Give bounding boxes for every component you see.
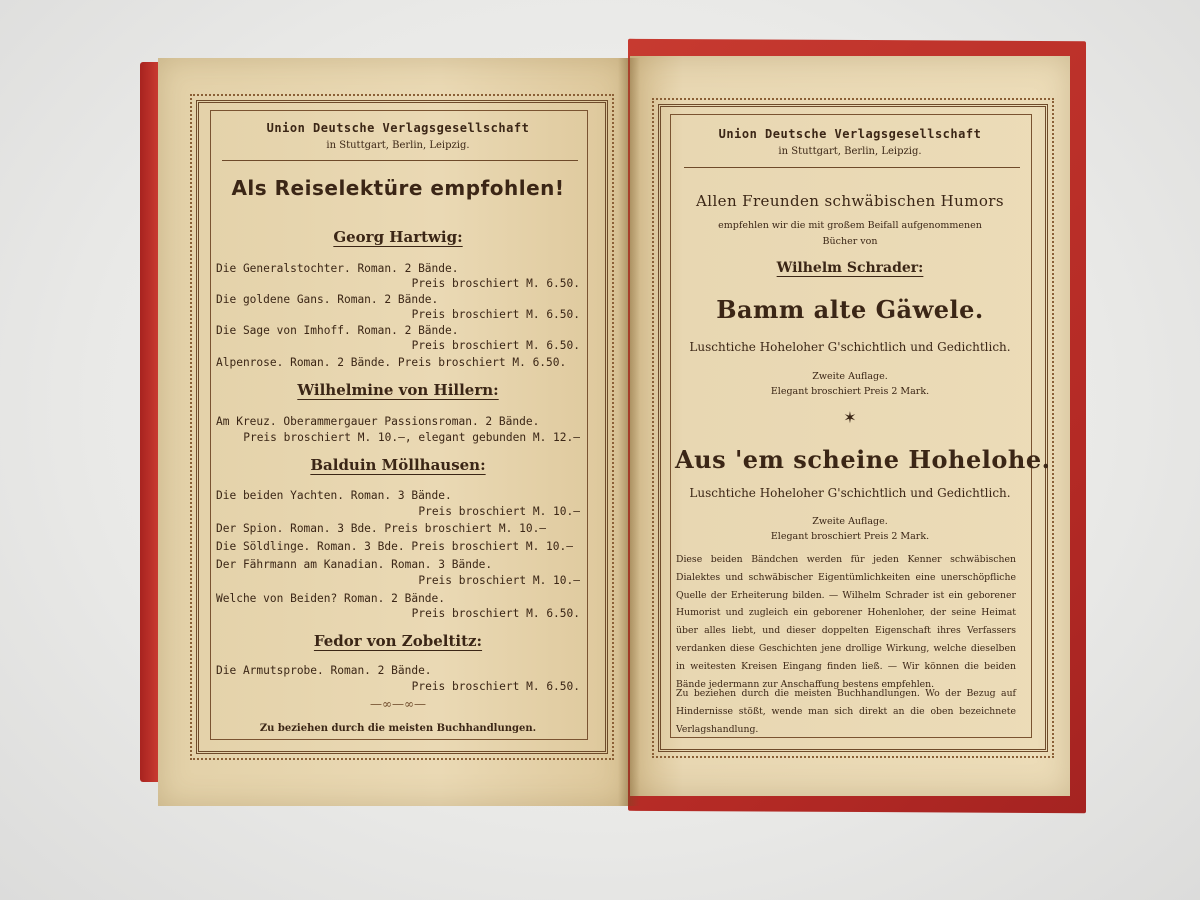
right-heading: Allen Freunden schwäbischen Humors <box>696 192 1004 210</box>
book2-edition: Zweite Auflage. <box>812 516 888 527</box>
left-headline: Als Reiselektüre empfohlen! <box>231 176 565 200</box>
book-price: Preis broschiert M. 6.50. <box>411 680 580 693</box>
book2-price: Elegant broschiert Preis 2 Mark. <box>770 531 930 542</box>
right-header-rule <box>684 167 1020 168</box>
book-price: Preis broschiert M. 6.50. <box>411 607 580 620</box>
book-entry: Die beiden Yachten. Roman. 3 Bände. <box>216 489 452 502</box>
book-price: Preis broschiert M. 10.—, elegant gebunden M. 12.— <box>243 431 580 444</box>
author-heading: Balduin Möllhausen: <box>310 456 486 474</box>
right-intro-1: empfehlen wir die mit großem Beifall aufgenommenen <box>718 220 982 231</box>
book-entry: Der Fährmann am Kanadian. Roman. 3 Bände. <box>216 558 493 571</box>
book-gutter <box>618 58 640 806</box>
book1-price: Elegant broschiert Preis 2 Mark. <box>770 386 930 397</box>
book-entry: Der Spion. Roman. 3 Bde. Preis broschiert M. 10.— <box>216 522 547 535</box>
book-entry: Die Armutsprobe. Roman. 2 Bände. <box>216 664 432 677</box>
right-author: Wilhelm Schrader: <box>776 260 924 276</box>
book2-subtitle: Luschtiche Hoheloher G'schichtlich und Gedichtlich. <box>689 486 1011 500</box>
left-publisher-cities: in Stuttgart, Berlin, Leipzig. <box>326 140 470 151</box>
closing-paragraph: Zu beziehen durch die meisten Buchhandlungen. Wo der Bezug auf Hindernisse stößt, wende man sich direkt an die oben bezeichnete Verlagshandlung. <box>676 688 1016 735</box>
ornament-divider: —∞—∞— <box>370 697 426 711</box>
book2-title: Aus 'em scheine Hohelohe. <box>675 445 1051 474</box>
star-ornament: ✶ <box>843 408 857 427</box>
book-entry: Die Sage von Imhoff. Roman. 2 Bände. <box>216 324 459 337</box>
book-entry: Die goldene Gans. Roman. 2 Bände. <box>216 293 439 306</box>
book-entry: Die Generalstochter. Roman. 2 Bände. <box>216 262 459 275</box>
author-heading: Fedor von Zobeltitz: <box>313 632 483 650</box>
description-paragraph: Diese beiden Bändchen werden für jeden Kenner schwäbischen Dialektes und schwäbischer Eigentümlichkeiten eine unerschöpfliche Quelle der Erheiterung bilden. — Wilhelm Schrader ist ein geborener Humorist und zugleich ein geborener Hohenloher, der seine Heimat über alles liebt, und dieser doppelten Eigenschaft ihres Verfassers verdanken diese Geschichten jene drollige Wirkung, welche dieselben in weitesten Kreisen Eingang finden ließ. — Wir können die beiden Bände jedermann zur Anschaffung bestens empfehlen. <box>676 554 1016 690</box>
book-price: Preis broschiert M. 10.— <box>418 505 580 518</box>
book-price: Preis broschiert M. 6.50. <box>411 339 580 352</box>
right-publisher-cities: in Stuttgart, Berlin, Leipzig. <box>778 146 922 157</box>
left-footer: Zu beziehen durch die meisten Buchhandlungen. <box>259 723 537 734</box>
book-price: Preis broschiert M. 10.— <box>418 574 580 587</box>
right-intro-2: Bücher von <box>822 236 878 247</box>
left-publisher: Union Deutsche Verlagsgesellschaft <box>266 121 530 135</box>
book-entry: Alpenrose. Roman. 2 Bände. Preis broschiert M. 6.50. <box>216 356 567 369</box>
right-publisher: Union Deutsche Verlagsgesellschaft <box>718 127 982 141</box>
left-header-rule <box>222 160 578 161</box>
book1-edition: Zweite Auflage. <box>812 371 888 382</box>
book1-title: Bamm alte Gäwele. <box>716 295 984 324</box>
author-heading: Wilhelmine von Hillern: <box>297 381 499 399</box>
book-entry: Am Kreuz. Oberammergauer Passionsroman. 2 Bände. <box>216 415 540 428</box>
book-entry: Die Söldlinge. Roman. 3 Bde. Preis broschiert M. 10.— <box>216 540 573 553</box>
book-price: Preis broschiert M. 6.50. <box>411 308 580 321</box>
book1-subtitle: Luschtiche Hoheloher G'schichtlich und Gedichtlich. <box>689 340 1011 354</box>
author-heading: Georg Hartwig: <box>333 228 463 246</box>
book-price: Preis broschiert M. 6.50. <box>411 277 580 290</box>
book-entry: Welche von Beiden? Roman. 2 Bände. <box>216 592 446 605</box>
